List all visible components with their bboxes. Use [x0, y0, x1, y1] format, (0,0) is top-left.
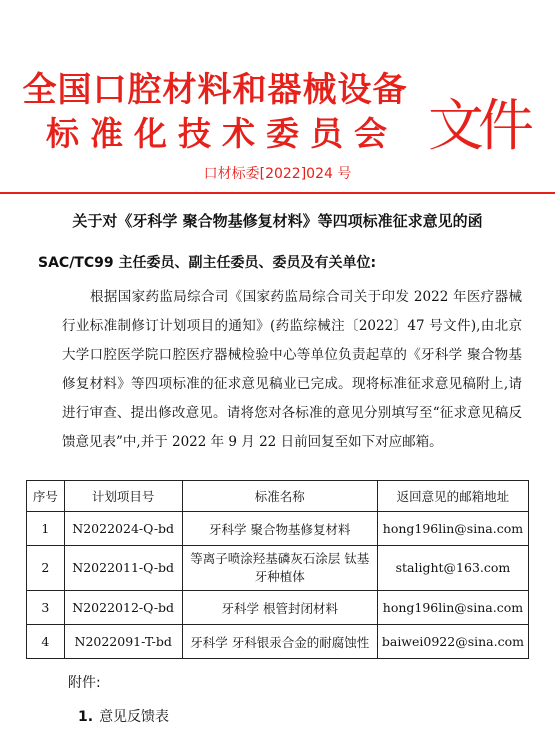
standards-table [26, 480, 529, 659]
table-row [27, 625, 529, 659]
cell-project-id: N2022091-T-bd [64, 625, 182, 659]
col-header-number: 序号 [27, 481, 65, 512]
attachment-name: 意见反馈表 [99, 709, 170, 725]
cell-email: hong196lin@sina.com [377, 591, 528, 625]
attachment-number: 1. [78, 709, 94, 725]
col-header-project-id: 计划项目号 [64, 481, 182, 512]
recipient-line: SAC/TC99 主任委员、副主任委员、委员及有关单位: [38, 255, 377, 271]
cell-project-id: N2022024-Q-bd [64, 512, 182, 546]
attachment-item [78, 706, 169, 726]
doc-type-label: 文件 [428, 94, 528, 159]
cell-standard-name: 等离子喷涂羟基磷灰石涂层 钛基牙种植体 [182, 546, 377, 591]
cell-project-id: N2022012-Q-bd [64, 591, 182, 625]
document-header [0, 70, 430, 156]
cell-standard-name: 牙科学 牙科银汞合金的耐腐蚀性 [182, 625, 377, 659]
org-name-line1: 全国口腔材料和器械设备 [22, 70, 408, 110]
cell-number: 4 [27, 625, 65, 659]
table-row [27, 546, 529, 591]
cell-number: 1 [27, 512, 65, 546]
cell-project-id: N2022011-Q-bd [64, 546, 182, 591]
header-divider [0, 192, 555, 194]
cell-number: 2 [27, 546, 65, 591]
col-header-email: 返回意见的邮箱地址 [377, 481, 528, 512]
cell-standard-name: 牙科学 根管封闭材料 [182, 591, 377, 625]
cell-standard-name: 牙科学 聚合物基修复材料 [182, 512, 377, 546]
table-row [27, 512, 529, 546]
cell-email: stalight@163.com [377, 546, 528, 591]
table-row [27, 591, 529, 625]
table-header-row [27, 481, 529, 512]
cell-number: 3 [27, 591, 65, 625]
document-title: 关于对《牙科学 聚合物基修复材料》等四项标准征求意见的函 [72, 212, 483, 230]
document-number: 口材标委[2022]024 号 [203, 166, 352, 182]
org-name-line2: 标准化技术委员会 [46, 114, 398, 153]
col-header-standard-name: 标准名称 [182, 481, 377, 512]
cell-email: hong196lin@sina.com [377, 512, 528, 546]
body-paragraph: 根据国家药监局综合司《国家药监局综合司关于印发 2022 年医疗器械行业标准制修订计划项目的通知》(药监综械注〔2022〕47 号文件),由北京大学口腔医学院口腔医疗器械检验中心等单位负责起草的《牙科学 聚合物基修复材料》等四项标准的征求意见稿业已完成。现将标准征求意见稿附上,请进行审查、提出修改意见。请将您对各标准的意见分别填写至“征求意见稿反馈意见表”中,并于 2022 年 9 月 22 日前回复至如下对应邮箱。 [62, 289, 522, 450]
attachments-label: 附件: [68, 675, 101, 691]
cell-email: baiwei0922@sina.com [377, 625, 528, 659]
